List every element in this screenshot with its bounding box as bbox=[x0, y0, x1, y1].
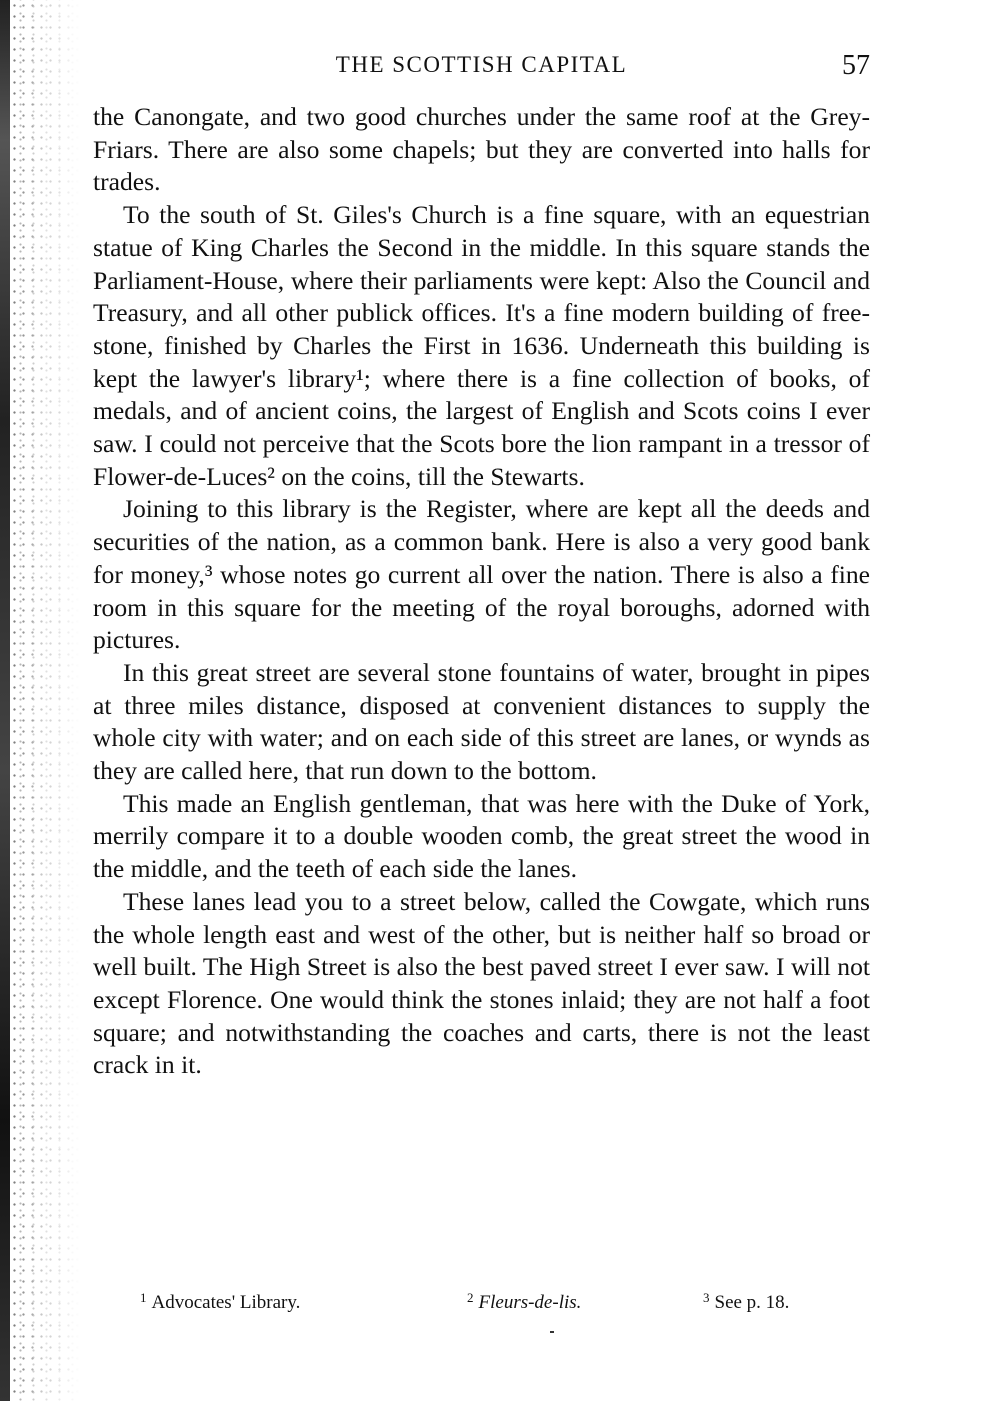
paragraph: To the south of St. Giles's Church is a fine square, with an equestrian statue of King Charles the Second in the middle. In this square stands the Parliament-House, where their parliaments were kept: Also the Council and Treasury, and all other publick offices. It's a fine modern building of free-stone, finished by Charles the First in 1636. Underneath this building is kept the lawyer's library¹; where there is a fine collection of books, of medals, and of ancient coins, the largest of English and Scots coins I ever saw. I could not perceive that the Scots bore the lion rampant in a tressor of Flower-de-Luces² on the coins, till the Stewarts. bbox=[93, 200, 870, 491]
paragraph: This made an English gentleman, that was here with the Duke of York, merrily compare it to a double wooden comb, the great street the wood in the middle, and the teeth of each side the lanes. bbox=[93, 788, 870, 884]
footnote bbox=[703, 1290, 789, 1314]
paragraph: Joining to this library is the Register, where are kept all the deeds and securities of the nation, as a common bank. Here is also a very good bank for money,³ whose notes go current all over the nation. There is also a fine room in this square for the meeting of the royal boroughs, adorned with pictures. bbox=[93, 494, 870, 655]
paragraph: These lanes lead you to a street below, called the Cowgate, which runs the whole length east and west of the other, but is neither half so broad or well built. The High Street is also the best paved street I ever saw. I will not except Florence. One would think the stones inlaid; they are not half a foot square; and notwithstanding the coaches and carts, there is not the least crack in it. bbox=[93, 886, 870, 1080]
paragraph: In this great street are several stone fountains of water, brought in pipes at three miles distance, disposed at convenient distances to supply the whole city with water; and on each side of this street are lanes, or wynds as they are called here, that run down to the bottom. bbox=[93, 657, 870, 786]
footnote bbox=[140, 1290, 300, 1314]
scan-speckle bbox=[10, 0, 80, 1401]
footnote-mark: 2 bbox=[467, 1290, 474, 1305]
footnote bbox=[467, 1290, 581, 1314]
page-number: 57 bbox=[842, 50, 870, 81]
footnote-mark: 3 bbox=[703, 1290, 710, 1305]
footnote-text: Advocates' Library. bbox=[151, 1292, 301, 1313]
paragraph: the Canongate, and two good churches under the same roof at the Grey-Friars. There are also some chapels; but they are converted into halls for trades. bbox=[93, 102, 870, 197]
body-text bbox=[93, 101, 870, 1082]
binding-edge bbox=[0, 0, 10, 1401]
footnotes bbox=[140, 1290, 840, 1320]
footnote-text: See p. 18. bbox=[714, 1292, 790, 1313]
printer-mark bbox=[550, 1331, 554, 1333]
footnote-mark: 1 bbox=[140, 1290, 147, 1305]
running-head bbox=[93, 50, 870, 84]
page-gutter-shadow bbox=[0, 0, 80, 1401]
footnote-text: Fleurs-de-lis. bbox=[478, 1292, 582, 1313]
running-title: THE SCOTTISH CAPITAL bbox=[335, 52, 628, 77]
